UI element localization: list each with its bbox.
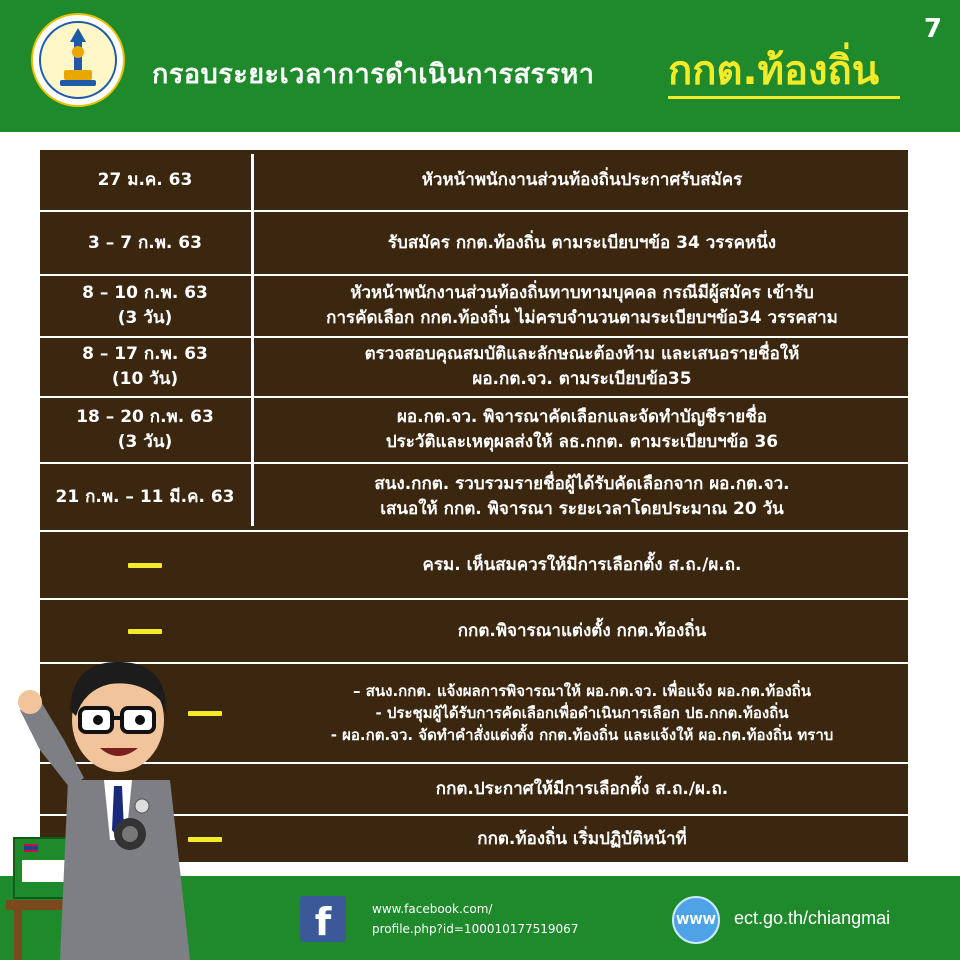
timeline-description <box>256 664 908 762</box>
facebook-url-line1[interactable]: www.facebook.com/ <box>372 902 493 916</box>
date-text: 18 – 20 ก.พ. 63 <box>76 407 214 427</box>
description-text: ครม. เห็นสมควรให้มีการเลือกตั้ง ส.ถ./ผ.ถ. <box>422 554 742 575</box>
description-text: ตรวจสอบคุณสมบัติและลักษณะต้องห้าม และเสนอรายชื่อให้ <box>364 344 800 364</box>
timeline-date <box>40 532 250 598</box>
duration-text: (3 วัน) <box>117 308 173 328</box>
website-link[interactable]: ect.go.th/chiangmai <box>734 908 891 928</box>
date-text: 3 – 7 ก.พ. 63 <box>88 232 202 253</box>
description-text: หัวหน้าพนักงานส่วนท้องถิ่นประกาศรับสมัคร <box>421 169 743 190</box>
officer-character-illustration <box>0 640 230 960</box>
timeline-description <box>256 276 908 336</box>
www-globe-icon[interactable] <box>672 896 720 944</box>
description-text: กกต.พิจารณาแต่งตั้ง กกต.ท้องถิ่น <box>457 620 707 641</box>
timeline-description <box>256 816 908 862</box>
timeline-row <box>40 396 908 462</box>
date-text: 21 ก.พ. – 11 มี.ค. 63 <box>55 486 235 507</box>
timeline-date <box>40 398 250 462</box>
timeline-row <box>40 210 908 274</box>
date-text: 27 ม.ค. 63 <box>97 169 193 190</box>
timeline-description <box>256 398 908 462</box>
description-text: ผอ.กต.จว. พิจารณาคัดเลือกและจัดทำบัญชีรายชื่อ <box>396 407 768 427</box>
description-text: – สนง.กกต. แจ้งผลการพิจารณาให้ ผอ.กต.จว. เพื่อแจ้ง ผอ.กต.ท้องถิ่น <box>353 682 811 700</box>
description-text: - ผอ.กต.จว. จัดทำคำสั่งแต่งตั้ง กกต.ท้องถิ่น และแจ้งให้ ผอ.กต.ท้องถิ่น ทราบ <box>330 726 834 744</box>
description-text: กกต.ประกาศให้มีการเลือกตั้ง ส.ถ./ผ.ถ. <box>435 778 729 799</box>
timeline-row <box>40 150 908 210</box>
www-icon-label: WWW <box>676 913 716 927</box>
description-text: สนง.กกต. รวบรวมรายชื่อผู้ได้รับคัดเลือกจาก ผอ.กต.จว. <box>374 474 790 494</box>
description-text: - ประชุมผู้ได้รับการคัดเลือกเพื่อดำเนินการเลือก ปธ.กกต.ท้องถิ่น <box>375 704 789 722</box>
duration-text: (10 วัน) <box>111 369 179 389</box>
timeline-description <box>256 150 908 210</box>
date-text: 8 – 17 ก.พ. 63 <box>82 344 208 364</box>
timeline-description <box>256 764 908 814</box>
page-title: กรอบระยะเวลาการดำเนินการสรรหา <box>152 59 595 90</box>
dash-mark <box>128 629 162 634</box>
timeline-row <box>40 462 908 530</box>
timeline-date <box>40 150 250 210</box>
description-text: กกต.ท้องถิ่น เริ่มปฏิบัติหน้าที่ <box>477 828 687 849</box>
timeline-description <box>256 532 908 598</box>
page-corner-mark: 7 <box>923 14 942 44</box>
facebook-icon[interactable]: f <box>300 896 346 942</box>
timeline-description <box>256 464 908 530</box>
description-text: รับสมัคร กกต.ท้องถิ่น ตามระเบียบฯข้อ 34 วรรคหนึ่ง <box>387 232 777 253</box>
timeline-row <box>40 530 908 598</box>
ect-seal-icon <box>30 12 126 108</box>
timeline-description <box>256 338 908 396</box>
timeline-row <box>40 336 908 396</box>
description-text: ผอ.กต.จว. ตามระเบียบข้อ35 <box>472 369 692 389</box>
description-text: การคัดเลือก กกต.ท้องถิ่น ไม่ครบจำนวนตามระเบียบฯข้อ34 วรรคสาม <box>326 308 838 328</box>
date-text: 8 – 10 ก.พ. 63 <box>82 283 208 303</box>
timeline-date <box>40 464 250 530</box>
timeline-date <box>40 212 250 274</box>
timeline-description <box>256 212 908 274</box>
description-text: หัวหน้าพนักงานส่วนท้องถิ่นทาบทามบุคคล กรณีมีผู้สมัคร เข้ารับ <box>350 283 814 303</box>
page-title-highlight: กกต.ท้องถิ่น <box>668 48 880 94</box>
duration-text: (3 วัน) <box>117 432 173 452</box>
timeline-date <box>40 338 250 396</box>
timeline-date <box>40 276 250 336</box>
header-bar <box>0 0 960 132</box>
description-text: ประวัติและเหตุผลส่งให้ ลธ.กกต. ตามระเบียบฯข้อ 36 <box>385 432 779 452</box>
title-underline <box>668 96 900 99</box>
dash-mark <box>128 563 162 568</box>
description-text: เสนอให้ กกต. พิจารณา ระยะเวลาโดยประมาณ 20 วัน <box>380 499 784 519</box>
timeline-description <box>256 600 908 662</box>
facebook-url-line2[interactable]: profile.php?id=100010177519067 <box>372 922 579 936</box>
timeline-row <box>40 274 908 336</box>
